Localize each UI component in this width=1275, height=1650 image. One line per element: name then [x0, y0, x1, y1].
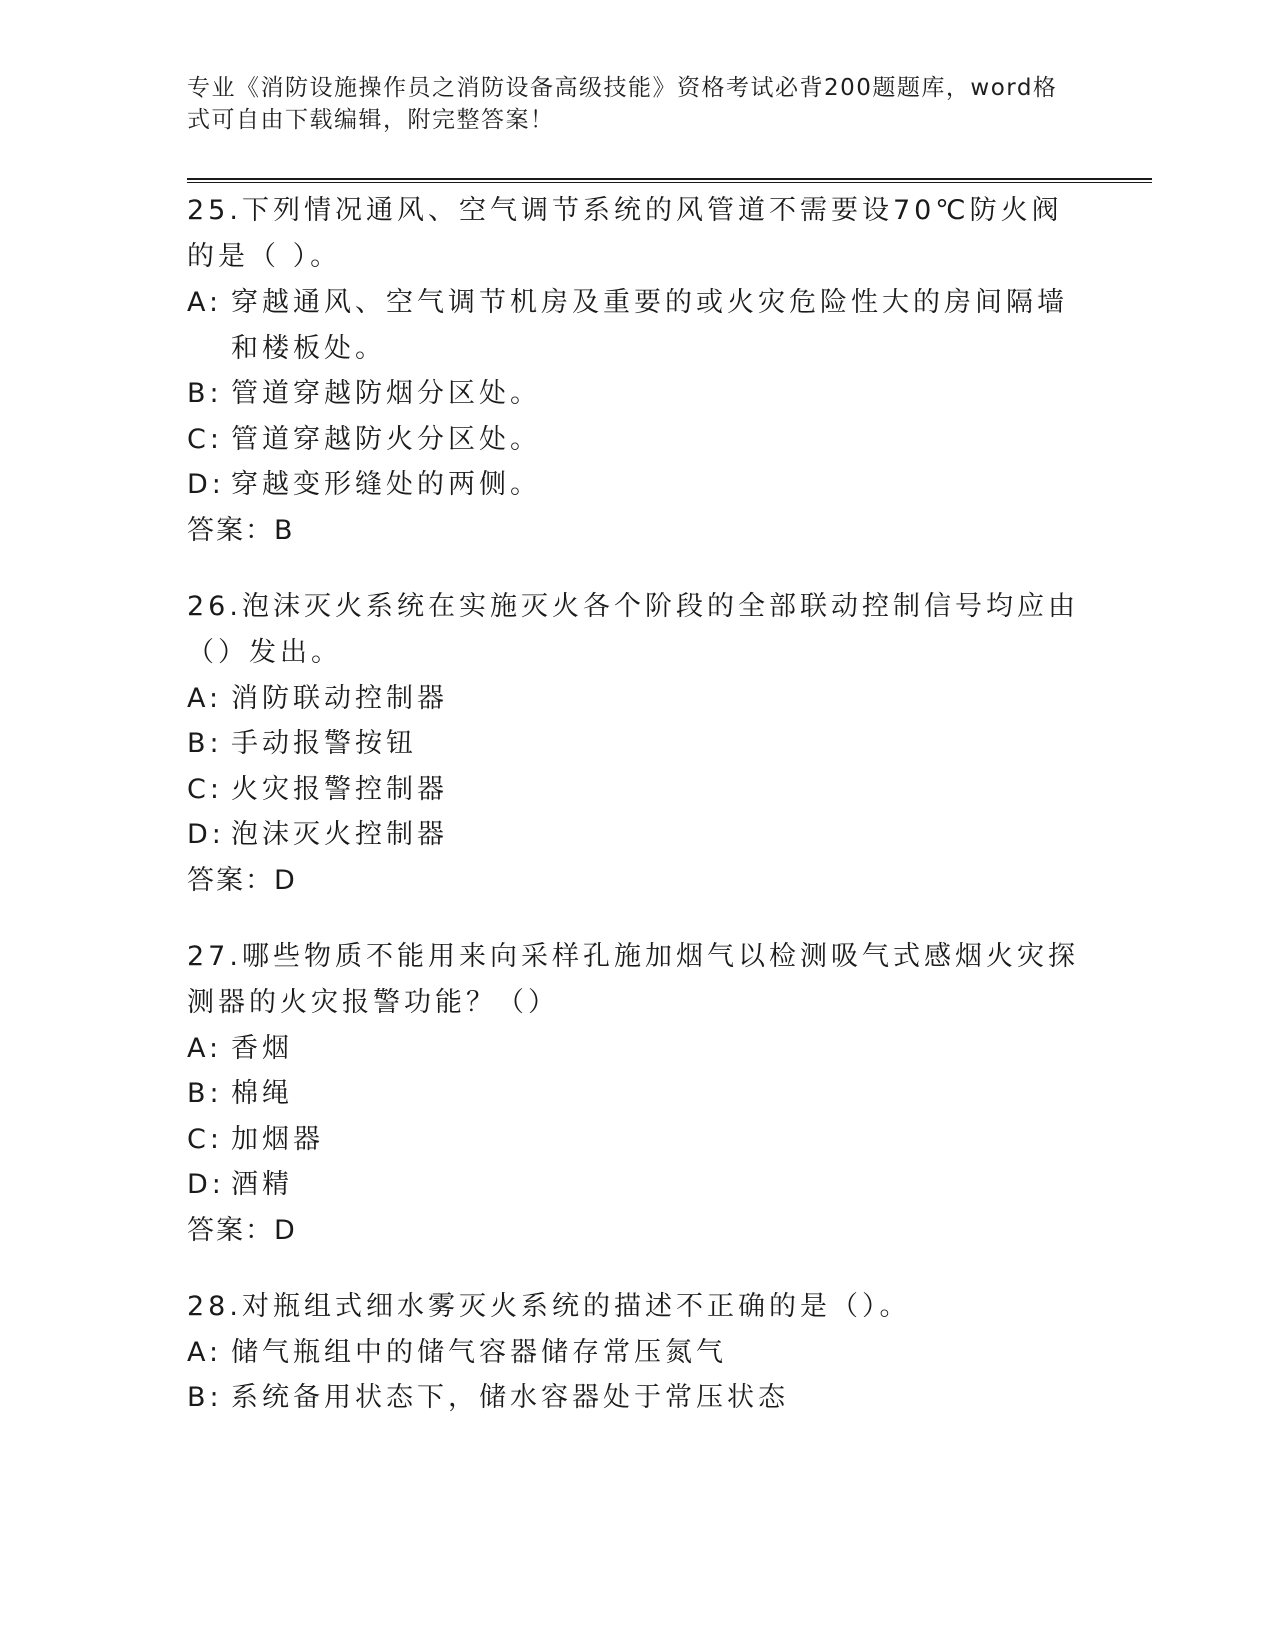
question-item-25 [187, 188, 1087, 554]
option-text: 棉绳 [231, 1078, 293, 1109]
option-letter: A: [187, 682, 223, 714]
option-letter: D: [187, 1169, 225, 1200]
option-letter: C: [187, 423, 223, 455]
option-a [187, 676, 1087, 722]
option-c [187, 767, 1087, 813]
option-text: 消防联动控制器 [231, 682, 448, 714]
option-letter: C: [187, 1123, 223, 1155]
option-a [187, 1330, 1087, 1376]
option-b [187, 371, 1087, 417]
answer-line: 答案：D [187, 1214, 297, 1246]
option-a [187, 280, 1087, 371]
option-d [187, 812, 1087, 858]
option-text: 火灾报警控制器 [231, 773, 448, 805]
question-list [187, 188, 1087, 1451]
option-b [187, 1071, 1087, 1117]
option-d [187, 462, 1087, 508]
option-a [187, 1026, 1087, 1072]
option-letter: C: [187, 773, 223, 805]
answer-line: 答案：D [187, 864, 297, 896]
option-b [187, 721, 1087, 767]
option-letter: B: [187, 728, 223, 759]
option-text: 手动报警按钮 [231, 728, 417, 759]
option-text: 泡沫灭火控制器 [231, 819, 448, 850]
option-b [187, 1375, 1087, 1421]
question-item-28 [187, 1284, 1087, 1421]
option-text: 储气瓶组中的储气容器储存常压氮气 [231, 1336, 727, 1368]
option-text: 穿越通风、空气调节机房及重要的或火灾危险性大的房间隔墙和楼板处。 [231, 287, 1068, 364]
option-letter: A: [187, 1336, 223, 1368]
question-item-26 [187, 584, 1087, 904]
answer-line: 答案：B [187, 514, 295, 546]
option-text: 加烟器 [231, 1123, 324, 1155]
option-text: 系统备用状态下，储水容器处于常压状态 [231, 1382, 789, 1413]
option-letter: B: [187, 1078, 223, 1109]
question-stem: 28.对瓶组式细水雾灭火系统的描述不正确的是（）。 [187, 1290, 911, 1322]
option-letter: B: [187, 378, 223, 409]
option-letter: A: [187, 287, 223, 318]
option-letter: D: [187, 469, 225, 500]
option-letter: B: [187, 1382, 223, 1413]
option-letter: D: [187, 819, 225, 850]
document-header: 专业《消防设施操作员之消防设备高级技能》资格考试必背200题题库，word格式可自由下载编辑，附完整答案！ [187, 75, 1058, 133]
option-d [187, 1162, 1087, 1208]
option-text: 香烟 [231, 1032, 293, 1064]
option-letter: A: [187, 1032, 223, 1064]
question-item-27 [187, 934, 1087, 1254]
option-c [187, 1117, 1087, 1163]
option-text: 管道穿越防烟分区处。 [231, 378, 541, 409]
option-c [187, 417, 1087, 463]
question-stem: 25.下列情况通风、空气调节系统的风管道不需要设70℃防火阀的是（ ）。 [187, 195, 1063, 272]
question-stem: 26.泡沫灭火系统在实施灭火各个阶段的全部联动控制信号均应由（）发出。 [187, 590, 1079, 668]
option-text: 管道穿越防火分区处。 [231, 423, 541, 455]
option-text: 酒精 [231, 1169, 293, 1200]
question-stem: 27.哪些物质不能用来向采样孔施加烟气以检测吸气式感烟火灾探测器的火灾报警功能？（） [187, 940, 1079, 1018]
header-divider [187, 178, 1152, 183]
option-text: 穿越变形缝处的两侧。 [231, 469, 541, 500]
